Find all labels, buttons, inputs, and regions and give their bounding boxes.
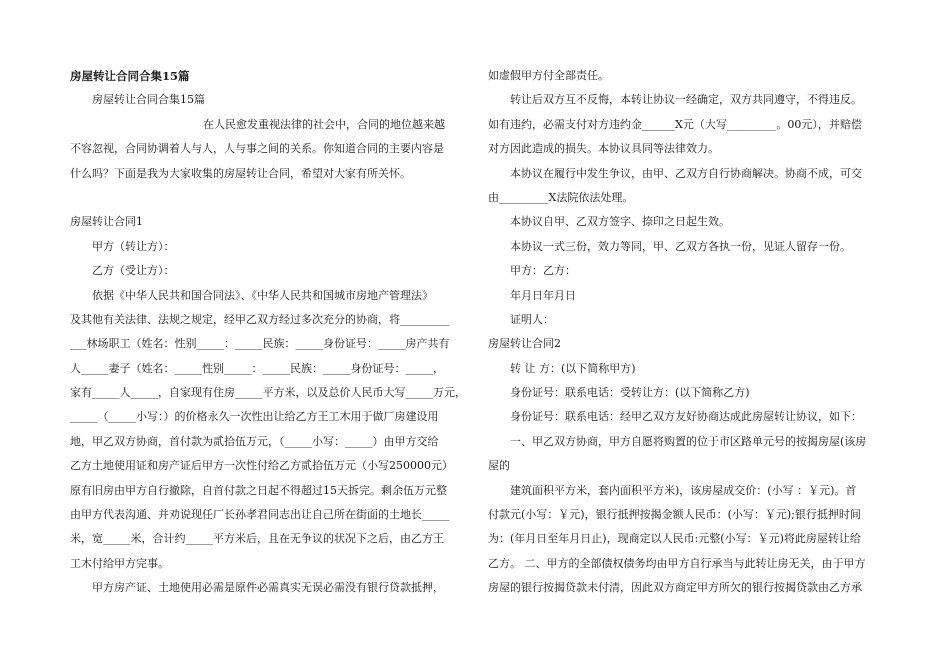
text-line: 房屋转让合同1: [70, 215, 143, 229]
text-line: 转 让 方：(以下简称甲方): [510, 361, 636, 375]
text-line: 工木付给甲方完事。: [70, 556, 169, 570]
text-line: 甲方：乙方：: [510, 264, 576, 278]
left-column: [70, 64, 466, 601]
text-line: 建筑面积平方米，套内面积平方米)，该房屋成交价：(小写 ：￥元)。首: [510, 483, 857, 497]
text-line: 地，甲乙双方协商，首付款为贰拾伍万元，（_____小写：_____）由甲方交给: [70, 434, 439, 448]
text-line: 及其他有关法律、法规之规定，经甲乙双方经过多次充分的协商，将_________: [70, 312, 450, 326]
text-line: 房屋转让合同2: [488, 337, 561, 351]
text-line: 屋的: [488, 459, 510, 473]
text-line: 本协议在履行中发生争议，由甲、乙双方自行协商解决。协商不成，可交: [510, 166, 862, 180]
text-line: 为：(年月日至年月日止)，现商定以人民币:元整(小写：￥元)将此房屋转让给: [488, 532, 861, 546]
text-line: 房屋的银行按揭贷款未付清，因此双方商定甲方所欠的银行按揭贷款由乙方承: [488, 581, 862, 595]
text-line: 乙方土地使用证和房产证后甲方一次性付给乙方贰拾伍万元（小写250000元）: [70, 459, 453, 473]
text-line: 甲方房产证、土地使用必需是原件必需真实无误必需没有银行贷款抵押，: [92, 581, 444, 595]
blank-line: [70, 186, 460, 210]
text-line: 原有旧房由甲方自行撤除，自首付款之日起不得超过15天拆完。剩余伍万元整: [70, 483, 447, 497]
text-line: 家有_____人_____，自家现有住房_____平方米，以及总价人民币大写_____万元，: [70, 386, 466, 400]
document-title: 房屋转让合同合集15篇: [70, 69, 190, 83]
text-line: _____（_____小写：）的价格永久一次性出让给乙方王工木用于做厂房建设用: [70, 410, 439, 424]
text-line: 甲方（转让方）：: [92, 239, 175, 253]
text-line: 转让后双方互不反悔，本转让协议一经确定，双方共同遵守，不得违反。: [510, 93, 862, 107]
text-line: 乙方。 二、甲方的全部债权债务均由甲方自行承当与此转让房无关，由于甲方: [488, 556, 866, 570]
text-line: 如虚假甲方付全部责任。: [488, 69, 609, 82]
text-line: 米，宽_____米，合计约_____平方米后，且在无争议的状况下之后，由乙方王: [70, 532, 444, 546]
text-line: 乙方（受让方）：: [92, 264, 175, 278]
text-line: 人_____妻子（姓名：_____性别_____：_____民族：_____身份证号：_____，: [70, 361, 444, 375]
text-line: 付款元(小写：￥元)，银行抵押按揭金额人民币：(小写：￥元);银行抵押时间: [488, 508, 861, 522]
text-line: 什么吗？下面是我为大家收集的房屋转让合同，希望对大家有所关怀。: [70, 166, 411, 180]
text-line: 不容忽视，合同协调着人与人，人与事之间的关系。你知道合同的主要内容是: [70, 142, 444, 156]
text-line: 由甲方代表沟通、并劝说现任厂长孙孝君同志出让自己所在街面的土地长_____: [70, 508, 450, 522]
text-line: 对方因此造成的损失。本协议具同等法律效力。: [488, 142, 719, 156]
text-line: 证明人：: [510, 312, 554, 326]
text-line: 房屋转让合同合集15篇: [92, 93, 205, 107]
text-line: 在人民愈发重视法律的社会中，合同的地位越来越: [203, 117, 445, 131]
text-line: 年月日年月日: [510, 288, 576, 302]
text-line: 一、甲乙双方协商，甲方自愿将购置的位于市区路单元号的按揭房屋(该房: [510, 434, 867, 448]
text-line: 本协议一式三份，效力等同，甲、乙双方各执一份，见证人留存一份。: [510, 239, 851, 253]
text-line: ___林场职工（姓名：性别_____：_____民族：_____身份证号：_____房产共有: [70, 337, 450, 351]
text-line: 身份证号：联系电话：受转让方：(以下简称乙方): [510, 386, 750, 400]
text-line: 由_________X法院依法处理。: [488, 190, 634, 204]
right-column: [488, 64, 883, 601]
text-line: 依据《中华人民共和国合同法》、《中华人民共和国城市房地产管理法》: [92, 288, 433, 302]
text-line: 身份证号：联系电话：经甲乙双方友好协商达成此房屋转让协议，如下：: [510, 410, 862, 424]
text-line: 本协议自甲、乙双方签字、捺印之日起生效。: [510, 215, 730, 229]
text-line: 如有违约，必需支付对方违约金______X元（大写_________。00元），并赔偿: [488, 117, 862, 131]
